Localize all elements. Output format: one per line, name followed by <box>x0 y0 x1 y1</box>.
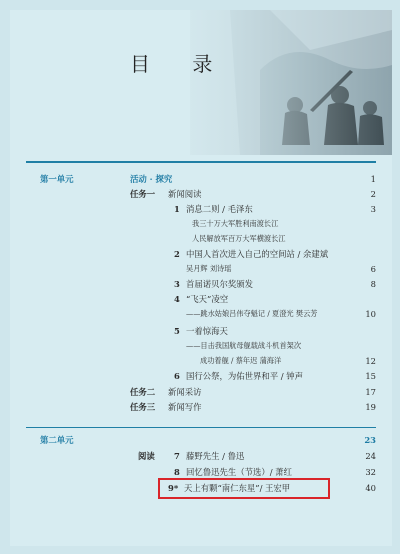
toc-item-4-number: 4 <box>174 294 180 304</box>
unit1-label[interactable]: 第一单元 <box>40 174 74 184</box>
unit1-task3-label[interactable]: 任务三 <box>130 402 156 412</box>
unit-divider <box>26 427 376 428</box>
unit1-task3-name[interactable]: 新闻写作 <box>168 402 202 412</box>
unit1-task2-name[interactable]: 新闻采访 <box>168 387 202 397</box>
toc-item-5-subtitle: ——目击我国航母舰载战斗机首架次 <box>186 341 302 350</box>
toc-page <box>10 10 392 546</box>
toc-item-5-page: 12 <box>365 356 376 366</box>
toc-item-1-number: 1 <box>174 204 180 214</box>
toc-item-6-page: 15 <box>365 371 376 381</box>
toc-item-4-page: 10 <box>365 309 376 319</box>
toc-item-8-number: 8 <box>174 467 180 477</box>
toc-item-2-authors: 吴月辉 刘诗瑶 <box>186 264 232 273</box>
unit1-section[interactable]: 活动 · 探究 <box>130 174 173 184</box>
unit1-task1-page: 2 <box>370 189 376 199</box>
orchestra-illustration <box>10 10 392 155</box>
top-divider <box>26 161 376 163</box>
toc-item-3-page: 8 <box>370 279 376 289</box>
toc-item-5-number: 5 <box>174 326 180 336</box>
unit1-task2-label[interactable]: 任务二 <box>130 387 156 397</box>
toc-item-5-title[interactable]: 一着惊海天 <box>186 326 228 336</box>
toc-item-4-title[interactable]: “飞天”凌空 <box>186 294 229 304</box>
toc-item-2-title[interactable]: 中国人首次进入自己的空间站 / 余建斌 <box>186 249 329 259</box>
toc-item-1-page: 3 <box>370 204 376 214</box>
toc-item-1-sub2[interactable]: 人民解放军百万大军横渡长江 <box>192 234 286 243</box>
toc-item-6-number: 6 <box>174 371 180 381</box>
toc-item-2-number: 2 <box>174 249 180 259</box>
unit1-task1-label[interactable]: 任务一 <box>130 189 156 199</box>
toc-item-1-title[interactable]: 消息二则 / 毛泽东 <box>186 204 253 214</box>
toc-item-8-page: 32 <box>365 467 376 477</box>
page-title: 目 录 <box>130 52 231 76</box>
unit1-section-page: 1 <box>370 174 376 184</box>
toc-item-7-title[interactable]: 藤野先生 / 鲁迅 <box>186 451 245 461</box>
unit1-task2-page: 17 <box>365 387 376 397</box>
toc-item-9-title[interactable]: 天上有颗“南仁东星”/ 王宏甲 <box>184 483 291 493</box>
toc-item-7-number: 7 <box>174 451 180 461</box>
unit1-task3-page: 19 <box>365 402 376 412</box>
header-illustration <box>10 10 392 155</box>
toc-item-8-title[interactable]: 回忆鲁迅先生（节选）/ 萧红 <box>186 467 292 477</box>
toc-item-7-page: 24 <box>365 451 376 461</box>
toc-item-6-title[interactable]: 国行公祭，为佑世界和平 / 钟声 <box>186 371 304 381</box>
toc-item-9-page: 40 <box>365 483 376 493</box>
toc-item-5-authors: 成功着舰 / 蔡年迟 蒲海洋 <box>200 356 282 365</box>
toc-item-9-number: 9* <box>168 483 179 493</box>
toc-item-1-sub1[interactable]: 我三十万大军胜利南渡长江 <box>192 219 279 228</box>
toc-item-3-title[interactable]: 首届诺贝尔奖颁发 <box>186 279 253 289</box>
unit1-task1-name[interactable]: 新闻阅读 <box>168 189 202 199</box>
toc-item-2-page: 6 <box>370 264 376 274</box>
unit2-reading-label: 阅读 <box>138 451 155 461</box>
unit2-label[interactable]: 第二单元 <box>40 435 74 445</box>
unit2-page: 23 <box>364 435 376 445</box>
toc-item-4-subtitle: ——跳水姑娘吕伟夺魁记 / 夏澄光 樊云芳 <box>186 309 318 318</box>
toc-item-3-number: 3 <box>174 279 180 289</box>
